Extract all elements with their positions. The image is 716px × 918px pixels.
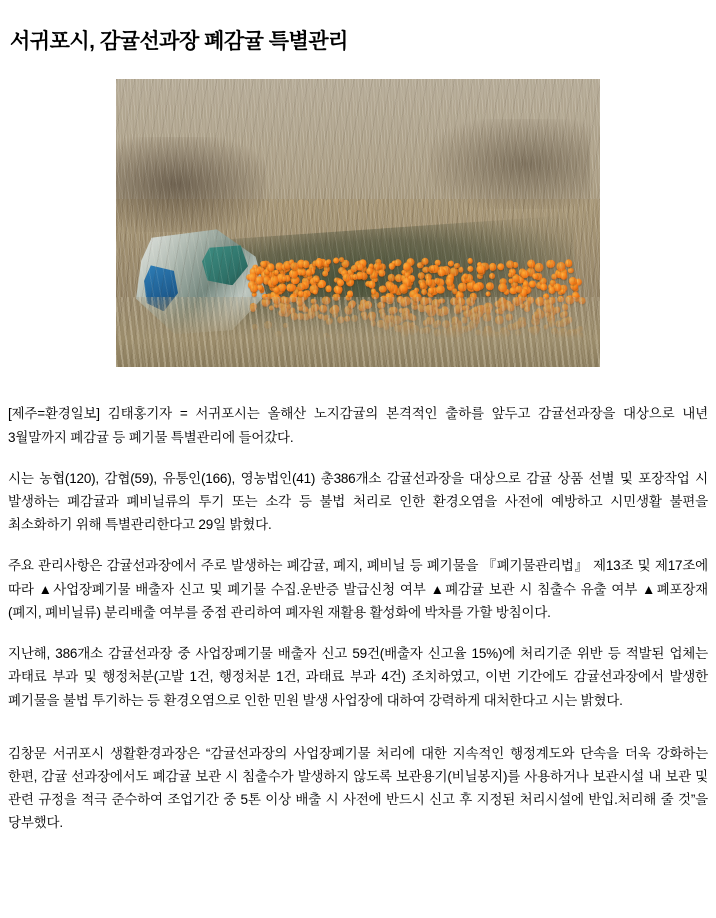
page-title: 서귀포시, 감귤선과장 폐감귤 특별관리: [10, 30, 348, 54]
article-figure: [0, 79, 716, 372]
article-body: [0, 402, 716, 834]
article-paragraph: 주요 관리사항은 감귤선과장에서 주로 발생하는 폐감귤, 폐지, 폐비닐 등 폐기물을 『폐기물관리법』 제13조 및 제17조에 따라 ▲사업장폐기물 배출자 신고 및 폐기물 수집.운반증 발급신청 여부 ▲폐감귤 보관 시 침출수 유출 여부 ▲폐포장재(폐지, 폐비닐류) 분리배출 여부를 중점 관리하여 폐자원 재활용 활성화에 박차를 가할 방침이다.: [8, 558, 708, 620]
article-paragraph: 김창문 서귀포시 생활환경과장은 “감귤선과장의 사업장폐기물 처리에 대한 지속적인 행정계도와 단속을 더욱 강화하는 한편, 감귤 선과장에서도 폐감귤 보관 시 침출수가 발생하지 않도록 보관용기(비닐봉지)를 사용하거나 보관시설 내 보관 및 관련 규정을 적극 준수하여 조업기간 중 5톤 이상 배출 시 사전에 반드시 신고 후 지정된 처리시설에 반입.처리해 줄 것”을 당부했다.: [8, 745, 708, 831]
article-paragraph: 시는 농협(120), 감협(59), 유통인(166), 영농법인(41) 총386개소 감귤선과장을 대상으로 감귤 상품 선별 및 포장작업 시 발생하는 폐감귤과 폐비닐류의 투기 또는 소각 등 불법 처리로 인한 환경오염을 사전에 예방하고 시민생활 불편을 최소화하기 위해 특별관리한다고 29일 밝혔다.: [8, 470, 708, 533]
article-photo: [116, 79, 600, 367]
article-paragraph: [제주=환경일보] 김태홍기자 = 서귀포시는 올해산 노지감귤의 본격적인 출하를 앞두고 감귤선과장을 대상으로 내년 3월말까지 폐감귤 등 폐기물 특별관리에 들어갔다.: [8, 406, 708, 445]
photo-foreground-grass: [116, 297, 600, 367]
article-paragraph: 지난해, 386개소 감귤선과장 중 사업장폐기물 배출자 신고 59건(배출자 신고율 15%)에 처리기준 위반 등 적발된 업체는 과태료 부과 및 행정처분(고발 1건, 행정처분 1건, 과태료 부과 4건) 조치하였고, 이번 기간에도 감귤선과장에서 발생한 폐기물을 불법 투기하는 등 환경오염으로 인한 민원 발생 사업장에 대하여 강력하게 대처한다고 시는 밝혔다.: [8, 646, 708, 708]
photo-shrub-left: [116, 137, 266, 232]
photo-shrub-right: [430, 119, 590, 209]
article-page: [0, 14, 716, 918]
